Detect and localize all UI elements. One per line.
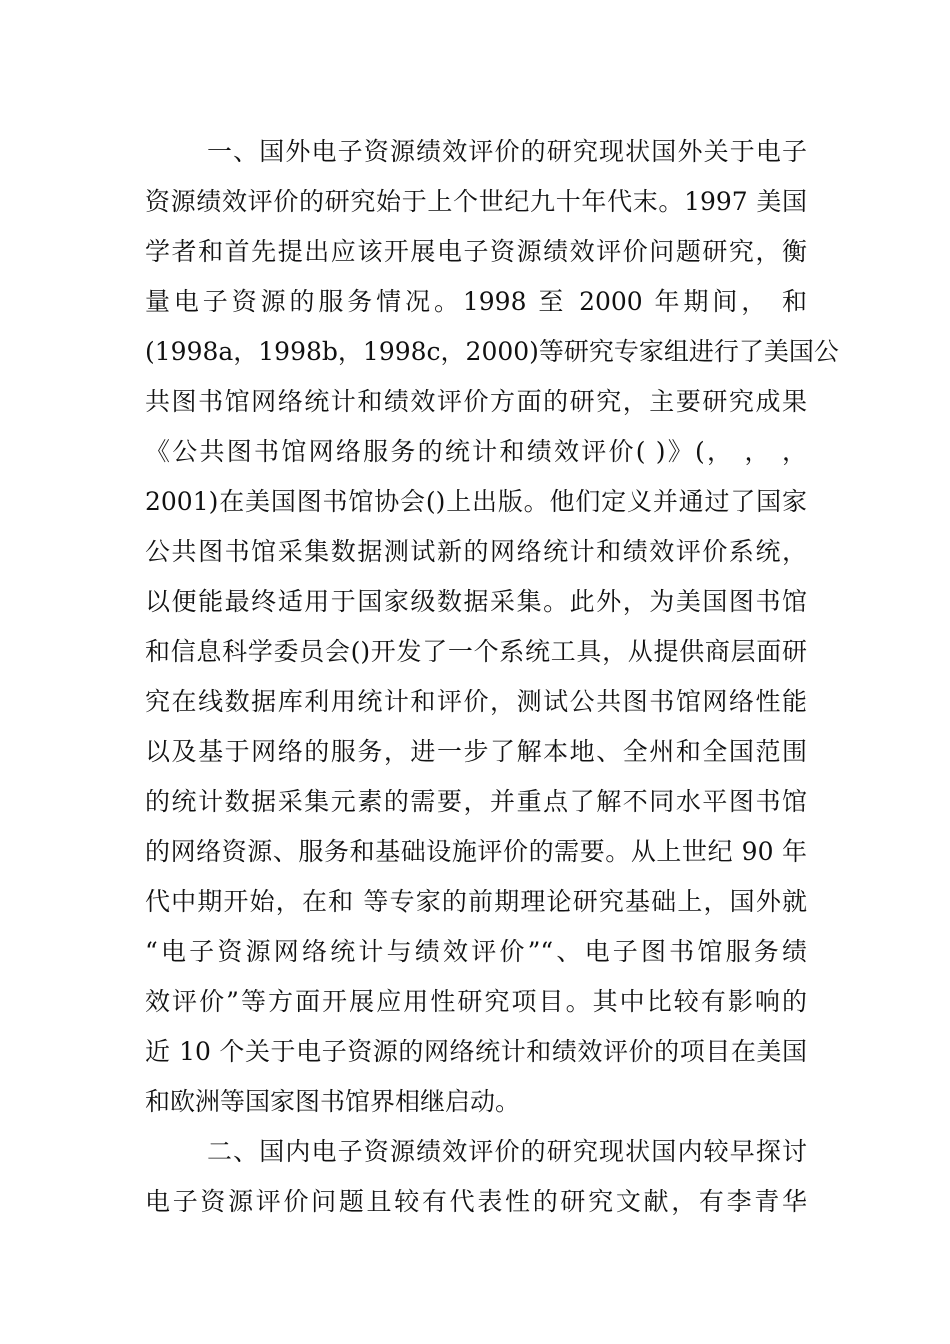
text-line: 一、国外电子资源绩效评价的研究现状国外关于电子 bbox=[207, 137, 807, 166]
text-line: 公共图书馆采集数据测试新的网络统计和绩效评价系统， bbox=[145, 537, 807, 566]
text-line: 究在线数据库利用统计和评价，测试公共图书馆网络性能 bbox=[145, 687, 807, 716]
text-line: 量电子资源的服务情况。1998 至 2000 年期间， 和 bbox=[145, 287, 807, 316]
text-line: 和信息科学委员会()开发了一个系统工具，从提供商层面研 bbox=[145, 637, 807, 666]
text-line: (1998a，1998b，1998c，2000)等研究专家组进行了美国公 bbox=[145, 337, 839, 366]
text-line: 的统计数据采集元素的需要，并重点了解不同水平图书馆 bbox=[145, 787, 807, 816]
text-line: 资源绩效评价的研究始于上个世纪九十年代末。1997 美国 bbox=[145, 187, 807, 216]
text-line: 《公共图书馆网络服务的统计和绩效评价( )》(， ， ， bbox=[145, 437, 807, 466]
text-line: 和欧洲等国家图书馆界相继启动。 bbox=[145, 1087, 521, 1116]
text-line: 以便能最终适用于国家级数据采集。此外，为美国图书馆 bbox=[145, 587, 807, 616]
text-line: 近 10 个关于电子资源的网络统计和绩效评价的项目在美国 bbox=[145, 1037, 807, 1066]
text-line: 学者和首先提出应该开展电子资源绩效评价问题研究，衡 bbox=[145, 237, 807, 266]
text-line: 电子资源评价问题且较有代表性的研究文献，有李青华 bbox=[145, 1187, 807, 1216]
text-line: 二、国内电子资源绩效评价的研究现状国内较早探讨 bbox=[207, 1137, 807, 1166]
text-line: 代中期开始，在和 等专家的前期理论研究基础上，国外就 bbox=[145, 887, 807, 916]
text-line: 2001)在美国图书馆协会()上出版。他们定义并通过了国家 bbox=[145, 487, 807, 516]
text-line: 的网络资源、服务和基础设施评价的需要。从上世纪 90 年 bbox=[145, 837, 807, 866]
text-line: 以及基于网络的服务，进一步了解本地、全州和全国范围 bbox=[145, 737, 807, 766]
text-line: “电子资源网络统计与绩效评价”“、电子图书馆服务绩 bbox=[145, 937, 807, 966]
text-line: 共图书馆网络统计和绩效评价方面的研究，主要研究成果 bbox=[145, 387, 807, 416]
text-line: 效评价”等方面开展应用性研究项目。其中比较有影响的 bbox=[145, 987, 807, 1016]
